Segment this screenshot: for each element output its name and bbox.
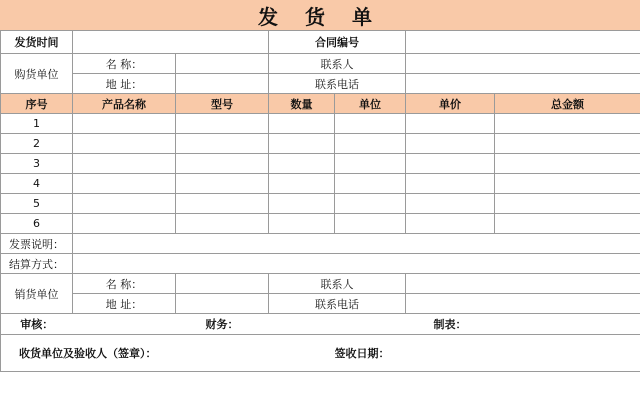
settlement-field[interactable] [73, 254, 640, 274]
delivery-note-table [0, 30, 640, 372]
finance-field[interactable] [269, 314, 335, 335]
receiver-signature-field[interactable] [269, 335, 335, 372]
model-cell[interactable] [176, 114, 269, 134]
product-name-cell[interactable] [73, 114, 176, 134]
model-cell[interactable] [176, 214, 269, 234]
seller-address-row [1, 294, 640, 314]
price-cell[interactable] [406, 194, 495, 214]
unit-cell[interactable] [335, 174, 406, 194]
buyer-name-label: 名 称： [73, 54, 176, 74]
model-cell[interactable] [176, 174, 269, 194]
contract-no-label: 合同编号 [269, 31, 406, 54]
settlement-row [1, 254, 640, 274]
ship-time-row [1, 31, 640, 54]
col-header-model: 型号 [176, 94, 269, 114]
seller-contact-field[interactable] [406, 274, 640, 294]
row-number: 1 [1, 114, 73, 134]
seller-address-label: 地 址： [73, 294, 176, 314]
items-header-row [1, 94, 640, 114]
unit-cell[interactable] [335, 214, 406, 234]
total-cell[interactable] [495, 154, 640, 174]
table-row [1, 114, 640, 134]
buyer-name-row [1, 54, 640, 74]
unit-cell[interactable] [335, 114, 406, 134]
row-number: 4 [1, 174, 73, 194]
prepared-field[interactable] [495, 314, 640, 335]
buyer-address-field[interactable] [176, 74, 269, 94]
qty-cell[interactable] [269, 214, 335, 234]
review-label: 审核： [1, 314, 73, 335]
price-cell[interactable] [406, 214, 495, 234]
ship-time-field[interactable] [73, 31, 269, 54]
sign-date-field[interactable] [495, 335, 640, 372]
model-cell[interactable] [176, 154, 269, 174]
qty-cell[interactable] [269, 174, 335, 194]
col-header-product: 产品名称 [73, 94, 176, 114]
product-name-cell[interactable] [73, 194, 176, 214]
unit-cell[interactable] [335, 194, 406, 214]
price-cell[interactable] [406, 154, 495, 174]
unit-cell[interactable] [335, 134, 406, 154]
buyer-label: 购货单位 [1, 54, 73, 94]
qty-cell[interactable] [269, 114, 335, 134]
receipt-row [1, 335, 640, 372]
row-number: 2 [1, 134, 73, 154]
unit-cell[interactable] [335, 154, 406, 174]
buyer-phone-field[interactable] [406, 74, 640, 94]
buyer-address-row [1, 74, 640, 94]
price-cell[interactable] [406, 174, 495, 194]
row-number: 6 [1, 214, 73, 234]
seller-name-label: 名 称： [73, 274, 176, 294]
total-cell[interactable] [495, 194, 640, 214]
invoice-note-field[interactable] [73, 234, 640, 254]
table-row [1, 134, 640, 154]
page-title: 发 货 单 [258, 4, 382, 29]
buyer-phone-label: 联系电话 [269, 74, 406, 94]
price-cell[interactable] [406, 134, 495, 154]
table-row [1, 174, 640, 194]
seller-address-field[interactable] [176, 294, 269, 314]
settlement-label: 结算方式： [1, 254, 73, 274]
review-field[interactable] [73, 314, 176, 335]
signoff-row [1, 314, 640, 335]
total-cell[interactable] [495, 114, 640, 134]
ship-time-label: 发货时间 [1, 31, 73, 54]
table-row [1, 154, 640, 174]
receiver-signature-label: 收货单位及验收人（签章）： [1, 335, 269, 372]
title-bar [0, 0, 640, 31]
total-cell[interactable] [495, 214, 640, 234]
seller-contact-label: 联系人 [269, 274, 406, 294]
product-name-cell[interactable] [73, 214, 176, 234]
row-number: 5 [1, 194, 73, 214]
invoice-note-label: 发票说明： [1, 234, 73, 254]
total-cell[interactable] [495, 174, 640, 194]
total-cell[interactable] [495, 134, 640, 154]
product-name-cell[interactable] [73, 174, 176, 194]
row-number: 3 [1, 154, 73, 174]
buyer-contact-label: 联系人 [269, 54, 406, 74]
qty-cell[interactable] [269, 194, 335, 214]
price-cell[interactable] [406, 114, 495, 134]
model-cell[interactable] [176, 134, 269, 154]
qty-cell[interactable] [269, 134, 335, 154]
buyer-contact-field[interactable] [406, 54, 640, 74]
product-name-cell[interactable] [73, 134, 176, 154]
prepared-label: 制表： [406, 314, 495, 335]
seller-label: 销货单位 [1, 274, 73, 314]
col-header-total: 总金额 [495, 94, 640, 114]
signoff-spacer [335, 314, 406, 335]
finance-label: 财务： [176, 314, 269, 335]
sign-date-label: 签收日期： [335, 335, 495, 372]
col-header-price: 单价 [406, 94, 495, 114]
col-header-qty: 数量 [269, 94, 335, 114]
table-row [1, 214, 640, 234]
model-cell[interactable] [176, 194, 269, 214]
seller-phone-label: 联系电话 [269, 294, 406, 314]
buyer-address-label: 地 址： [73, 74, 176, 94]
buyer-name-field[interactable] [176, 54, 269, 74]
qty-cell[interactable] [269, 154, 335, 174]
invoice-note-row [1, 234, 640, 254]
table-row [1, 194, 640, 214]
seller-name-field[interactable] [176, 274, 269, 294]
seller-name-row [1, 274, 640, 294]
product-name-cell[interactable] [73, 154, 176, 174]
seller-phone-field[interactable] [406, 294, 640, 314]
col-header-no: 序号 [1, 94, 73, 114]
contract-no-field[interactable] [406, 31, 640, 54]
col-header-unit: 单位 [335, 94, 406, 114]
